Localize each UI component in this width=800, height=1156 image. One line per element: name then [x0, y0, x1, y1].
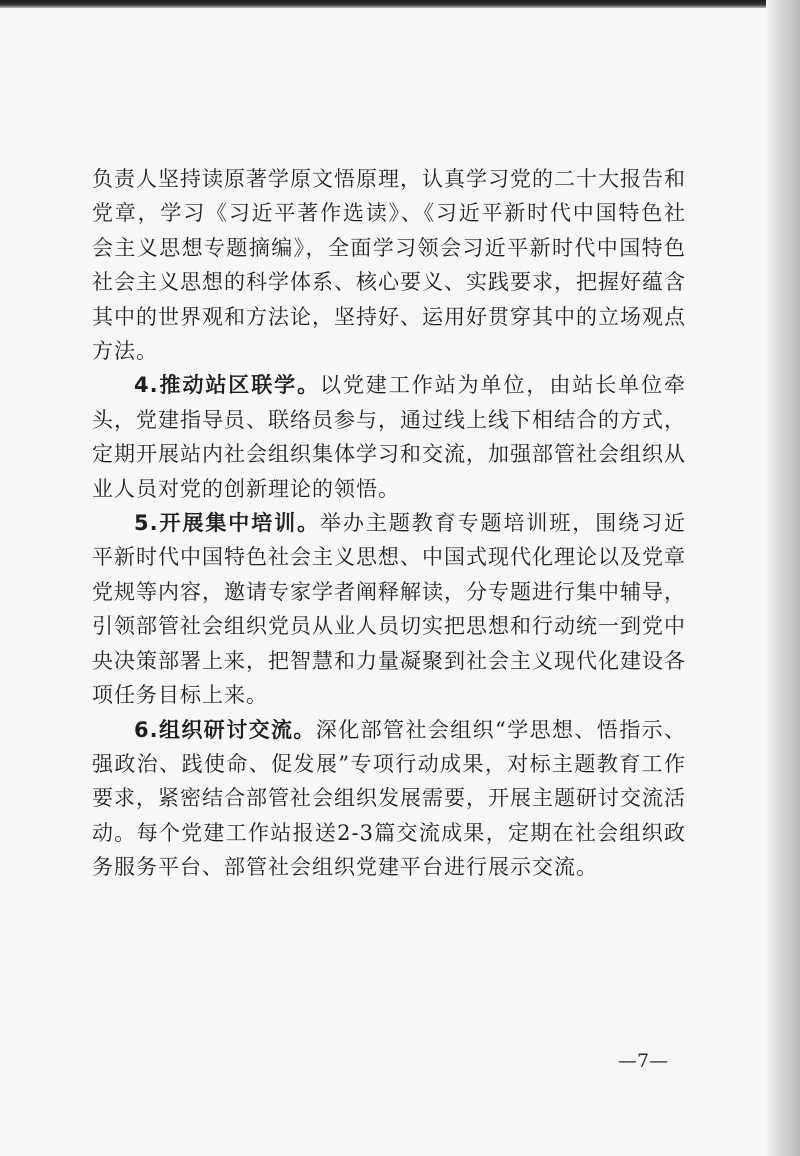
- document-page: [0, 8, 766, 1156]
- paragraph-text: 深化部管社会组织“学思想、悟指示、强政治、践使命、促发展”专项行动成果，对标主题教育工作要求，紧密结合部管社会组织发展需要，开展主题研讨交流活动。每个党建工作站报送2-3篇交流成果，定期在社会组织政务服务平台、部管社会组织党建平台进行展示交流。: [92, 717, 687, 880]
- page-number: —7—: [618, 1050, 669, 1072]
- paragraph-heading: 5.开展集中培训。: [134, 511, 321, 536]
- paragraph-centralized-training: [92, 506, 686, 712]
- paragraph-heading: 6.组织研讨交流。: [134, 717, 316, 742]
- paragraph-text: 举办主题教育专题培训班，围绕习近平新时代中国特色社会主义思想、中国式现代化理论以及党章党规等内容，邀请专家学者阐释解读，分专题进行集中辅导，引领部管社会组织党员从业人员切实把思想和行动统一到党中央决策部署上来，把智慧和力量凝聚到社会主义现代化建设各项任务目标上来。: [92, 511, 687, 708]
- paragraph-station-joint-study: [92, 368, 686, 506]
- document-body: [92, 162, 686, 885]
- paragraph-text: 以党建工作站为单位，由站长单位牵头，党建指导员、联络员参与，通过线上线下相结合的方式，定期开展站内社会组织集体学习和交流，加强部管社会组织从业人员对党的创新理论的领悟。: [92, 373, 687, 501]
- scan-right-shadow: [766, 0, 800, 1156]
- paragraph-text: 负责人坚持读原著学原文悟原理，认真学习党的二十大报告和党章，学习《习近平著作选读》、《习近平新时代中国特色社会主义思想专题摘编》，全面学习领会习近平新时代中国特色社会主义思想的科学体系、核心要义、实践要求，把握好蕴含其中的世界观和方法论，坚持好、运用好贯穿其中的立场观点方法。: [92, 167, 686, 364]
- paragraph-seminar-exchange: [92, 713, 686, 885]
- paragraph-heading: 4.推动站区联学。: [134, 373, 321, 398]
- paragraph-continuation: [92, 162, 686, 368]
- scan-top-edge: [0, 0, 800, 8]
